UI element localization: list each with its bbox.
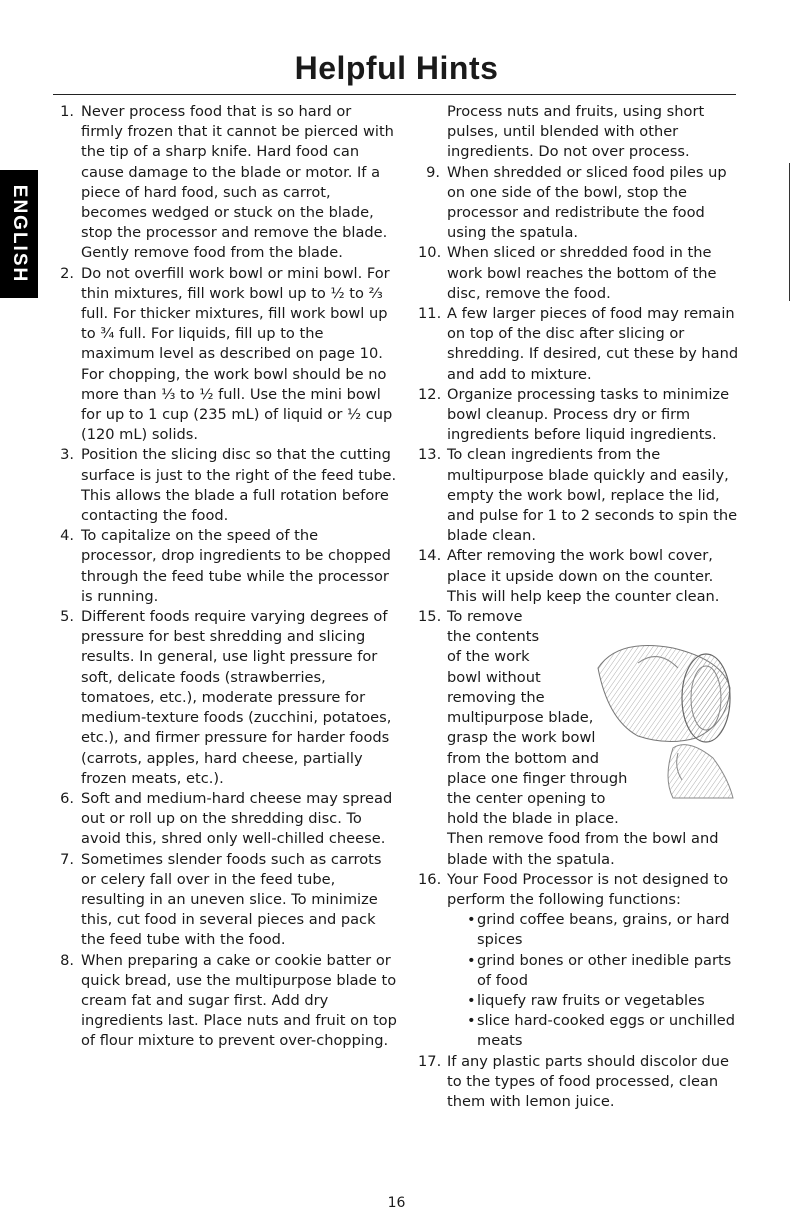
item-15-line: the center opening to (447, 789, 606, 807)
hint-item (52, 607, 397, 789)
hint-item (52, 526, 397, 607)
item-text: Do not overfill work bowl or mini bowl. For thin mixtures, fill work bowl up to ½ to ⅔ full. For thicker mixtures, fill work bowl up to ¾ full. For liquids, fill up to the maximum level as described on page 10. For chopping, the work bowl should be no more than ⅓ to ½ full. Use the mini bowl for up to 1 cup (235 mL) of liquid or ½ cup (120 mL) solids. (81, 264, 393, 444)
not-designed-item (467, 910, 743, 950)
item-15-line: To remove (447, 608, 523, 626)
hints-list-right (418, 163, 743, 607)
item-number: 17. (418, 1052, 442, 1070)
language-tab (0, 170, 38, 298)
item-number: 12. (418, 385, 442, 403)
page-title: Helpful Hints (294, 50, 499, 86)
hint-item (418, 445, 743, 546)
item-15-line: from the bottom and (447, 749, 600, 767)
item-number: 9. (426, 163, 440, 181)
item-text: Never process food that is so hard or firmly frozen that it cannot be pierced with the tip of a sharp knife. Hard food can cause damage to the blade or motor. If a piece of hard food, such as carrot, becomes wedged or stuck on the blade, stop the processor and remove the blade. Gently remove food from the blade. (81, 103, 394, 262)
bullet-text: • grind coffee beans, grains, or hard spices (477, 911, 730, 949)
item-17-text: If any plastic parts should discolor due to the types of food processed, clean them with lemon juice. (447, 1052, 729, 1110)
hint-item (52, 102, 397, 264)
item-number: 13. (418, 446, 442, 464)
item-number: 6. (60, 789, 74, 807)
right-column (418, 102, 743, 1112)
item-15-line: the contents (447, 628, 540, 646)
item-15-line: bowl without (447, 668, 541, 686)
hint-item (52, 951, 397, 1052)
item-8-continuation: Process nuts and fruits, using short pulses, until blended with other ingredients. Do not over process. (447, 103, 705, 161)
left-column (52, 102, 397, 1052)
hint-item-17 (418, 1052, 743, 1113)
item-text: Sometimes slender foods such as carrots or celery fall over in the feed tube, resulting in an uneven slice. To minimize this, cut food in several pieces and pack the feed tube with the food. (81, 850, 382, 949)
item-number: 11. (418, 305, 442, 323)
language-tab-label: ENGLISH (9, 184, 30, 284)
bullet-text: • slice hard-cooked eggs or unchilled meats (477, 1012, 736, 1050)
title-rule (53, 94, 736, 95)
item-15-line: multipurpose blade, (447, 709, 594, 727)
item-15-line: hold the blade in place. (447, 810, 619, 828)
item-text: When preparing a cake or cookie batter or quick bread, use the multipurpose blade to cream fat and sugar first. Add dry ingredients last. Place nuts and fruit on top of flour mixture to prevent over-chopping. (81, 951, 397, 1050)
hint-item-16 (418, 870, 743, 1052)
item-15-line: removing the (447, 688, 545, 706)
work-bowl-icon (598, 646, 730, 743)
hint-item (418, 385, 743, 446)
item-text: Organize processing tasks to minimize bowl cleanup. Process dry or firm ingredients before liquid ingredients. (447, 385, 730, 444)
item-number: 16. (418, 870, 442, 888)
item-number: 14. (418, 547, 442, 565)
item-text: Position the slicing disc so that the cutting surface is just to the right of the feed tube. This allows the blade a full rotation before contacting the food. (81, 446, 397, 525)
not-designed-item (467, 1011, 743, 1051)
hand-icon (668, 745, 733, 798)
item-number: 4. (60, 527, 74, 545)
hint-item (52, 445, 397, 526)
page-number: 16 (387, 1195, 406, 1211)
item-text: Soft and medium-hard cheese may spread out or roll up on the shredding disc. To avoid this, shred only well-chilled cheese. (81, 789, 393, 848)
hint-item (52, 264, 397, 446)
hint-item (418, 304, 743, 385)
not-designed-list (447, 910, 743, 1051)
bullet-text: • liquefy raw fruits or vegetables (477, 991, 705, 1009)
item-number: 3. (60, 446, 74, 464)
item-text: After removing the work bowl cover, place it upside down on the counter. This will help keep the counter clean. (447, 547, 720, 605)
hints-list-left (52, 102, 397, 1052)
hint-item (52, 850, 397, 951)
item-text: When shredded or sliced food piles up on one side of the bowl, stop the processor and redistribute the food using the spatula. (447, 163, 727, 242)
item-text: When sliced or shredded food in the work bowl reaches the bottom of the disc, remove the food. (447, 244, 717, 302)
item-number: 1. (60, 103, 74, 120)
not-designed-item (467, 951, 743, 991)
item-15-tail: Then remove food from the bowl and blade with the spatula. (447, 830, 719, 868)
item-text: To capitalize on the speed of the processor, drop ingredients to be chopped through the feed tube while the processor is running. (81, 527, 391, 605)
bowl-removal-illustration (578, 628, 736, 800)
item-number: 7. (60, 850, 74, 868)
bullet-text: • grind bones or other inedible parts of food (477, 951, 732, 989)
item-text: A few larger pieces of food may remain on top of the disc after slicing or shredding. If desired, cut these by hand and add to mixture. (447, 305, 739, 383)
item-number: 2. (60, 264, 74, 282)
hint-item (418, 546, 743, 607)
item-15-line: place one finger through (447, 769, 628, 787)
margin-rule (789, 163, 790, 301)
item-number: 15. (418, 608, 442, 626)
hint-item (418, 163, 743, 244)
item-number: 8. (60, 951, 74, 969)
hint-item (418, 243, 743, 304)
item-16-text: Your Food Processor is not designed to perform the following functions: (447, 870, 729, 908)
item-text: Different foods require varying degrees of pressure for best shredding and slicing results. In general, use light pressure for soft, delicate foods (strawberries, tomatoes, etc.), moderate pressure for medium-texture foods (zucchini, potatoes, etc.), and firmer pressure for harder foods (carrots, apples, hard cheese, partially frozen meats, etc.). (81, 608, 392, 787)
hint-item (52, 789, 397, 850)
item-15-line: grasp the work bowl (447, 729, 596, 747)
item-15-line: of the work (447, 648, 530, 666)
not-designed-item (467, 991, 743, 1011)
item-text: To clean ingredients from the multipurpose blade quickly and easily, empty the work bowl, replace the lid, and pulse for 1 to 2 seconds to spin the blade clean. (447, 446, 738, 545)
item-number: 10. (418, 244, 442, 262)
item-number: 5. (60, 608, 74, 626)
